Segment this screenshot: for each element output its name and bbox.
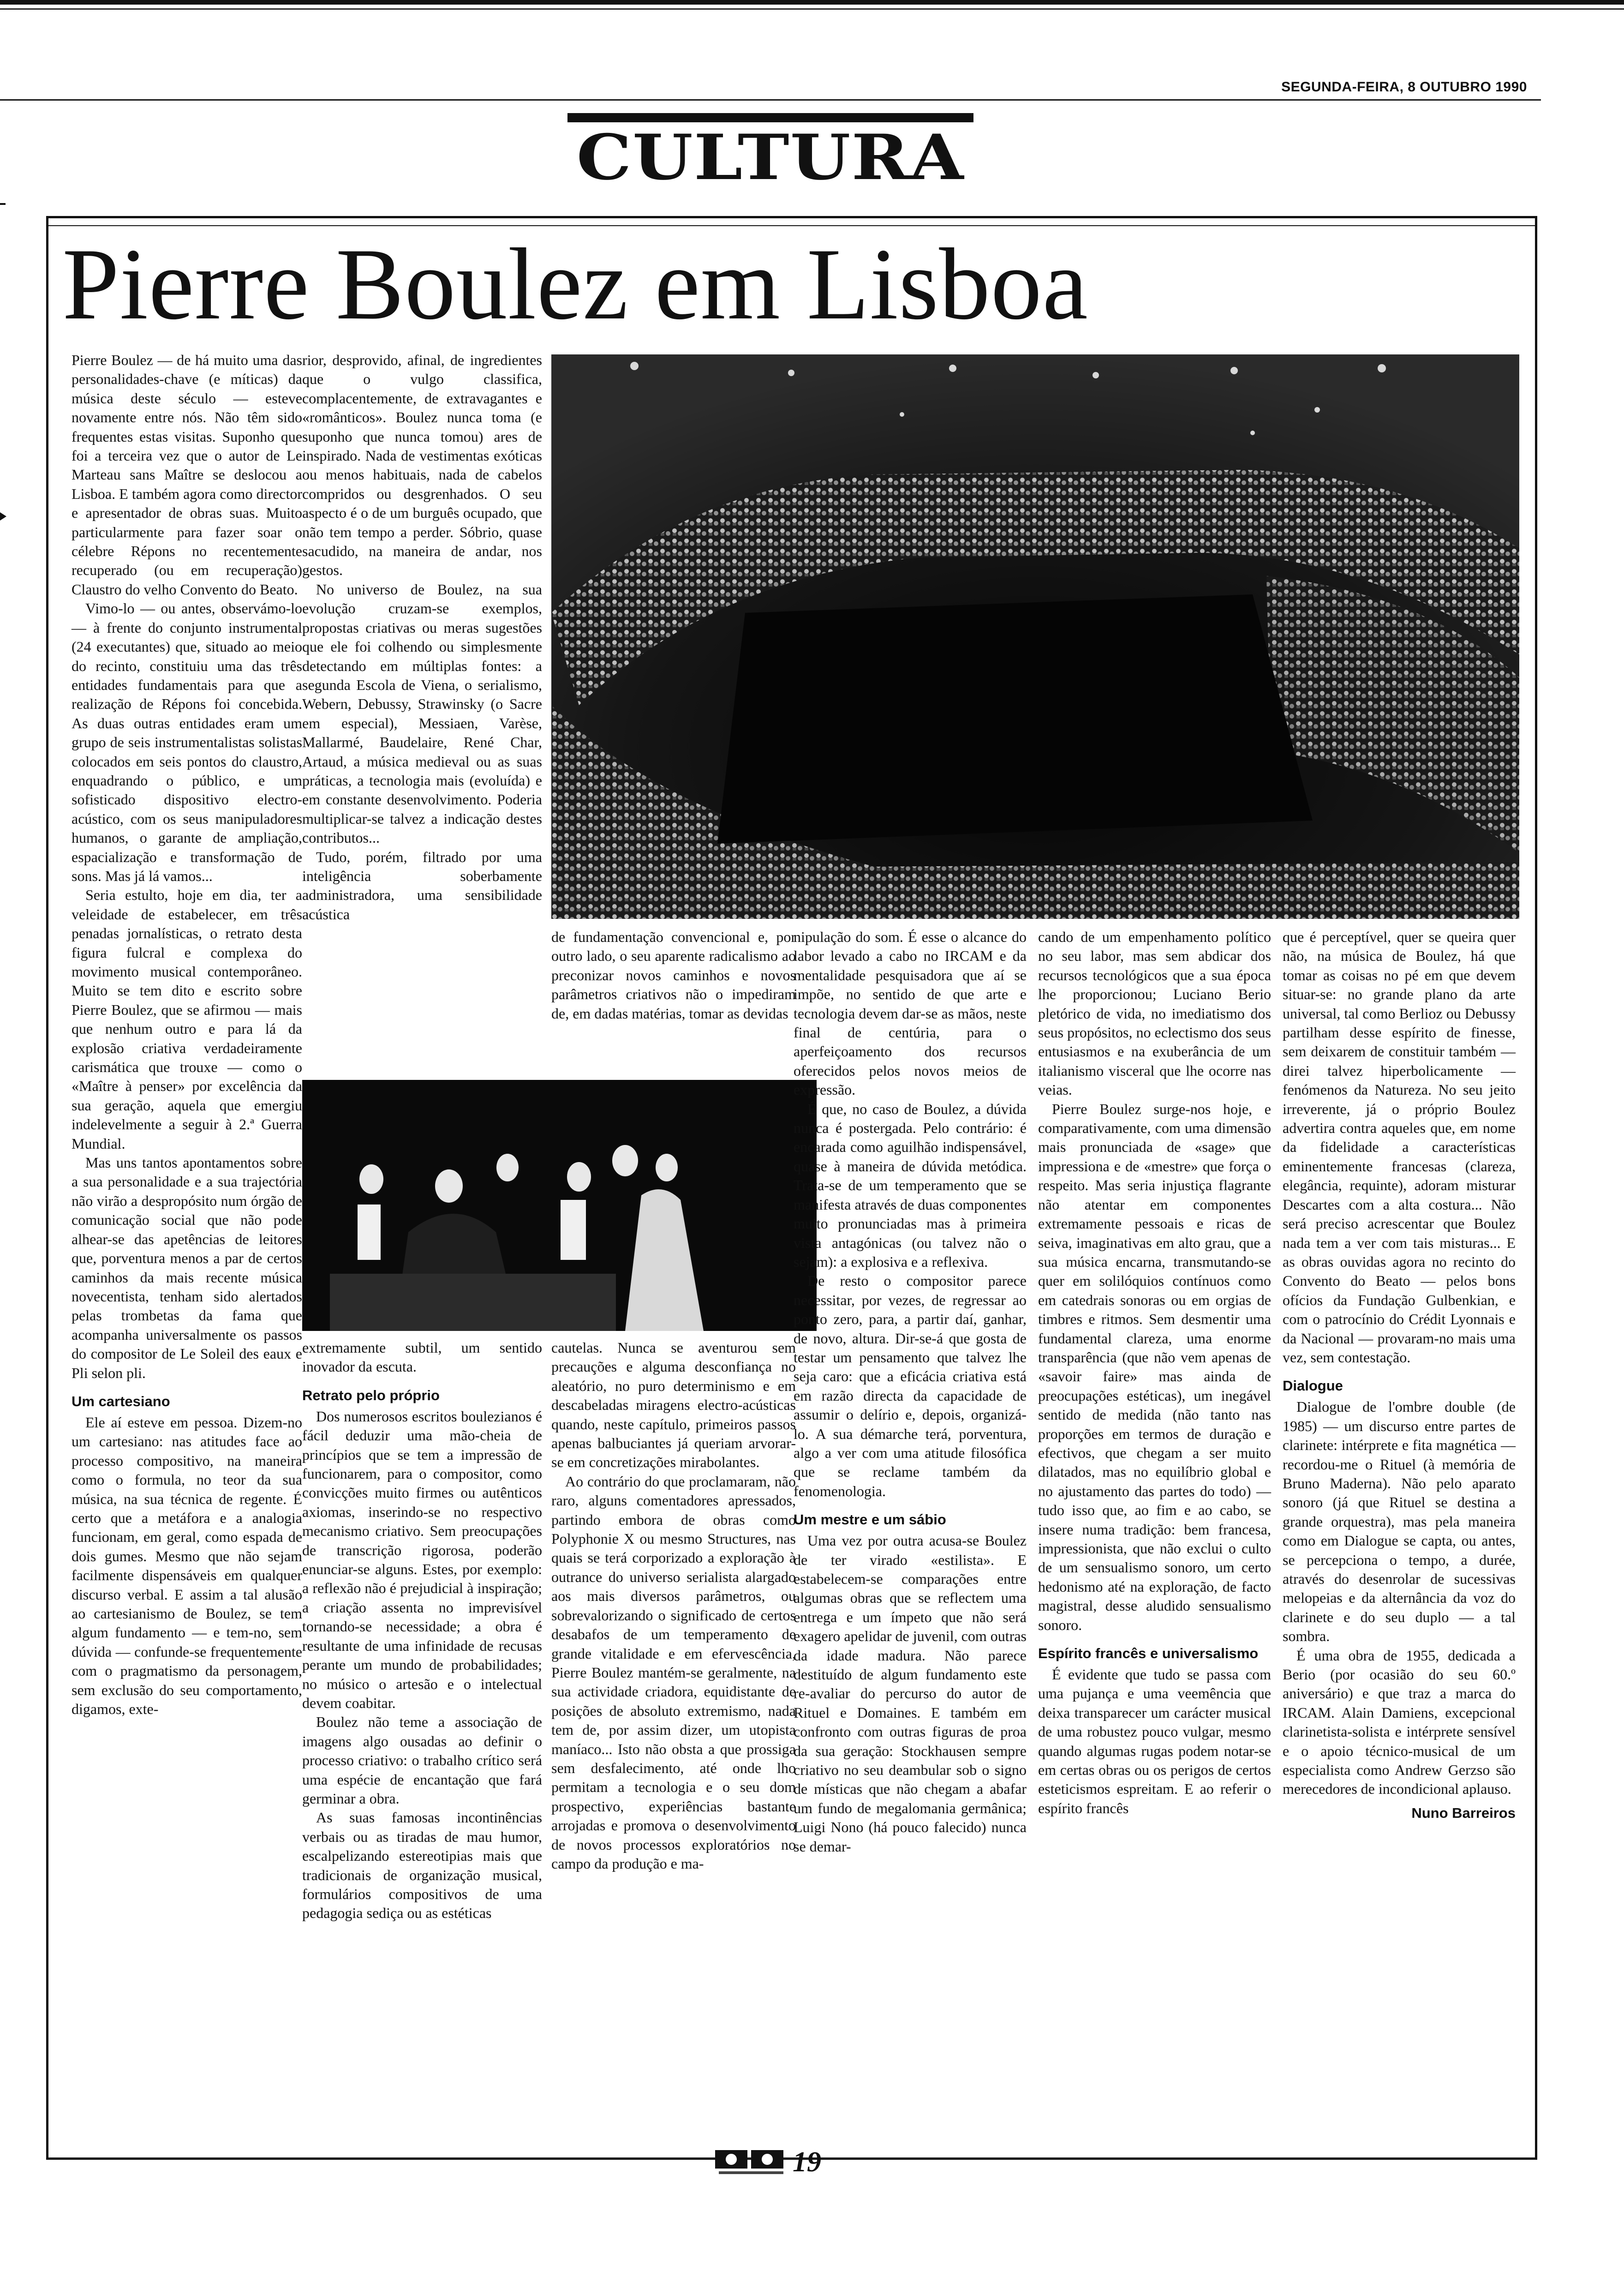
paragraph: rior, desprovido, afinal, de ingredientes que o vulgo classifica, complacentemente, de extravagantes e «românticos». Boulez nunca toma (e suponho que nunca tomou) ares de inspirado. Nada de vestimentas exóticas ou menos habituais, nada de cabelos compridos ou desgrenhados. O seu aspecto é o de um burguês ocupado, que não tem tempo a perder. Sóbrio, quase sacudido, na maneira de andar, nos gestos. bbox=[302, 352, 542, 579]
paragraph: No universo de Boulez, na sua evolução cruzam-se exemplos, propostas criativas ou meras sugestões que ele foi colhendo ou simplesmente detectando em múltiplas fontes: a segunda Escola de Viena, o serialismo, Webern, Debussy, Strawinsky (o Sacre em especial), Messiaen, Varèse, Mallarmé, Baudelaire, René Char, Artaud, a música medieval ou as suas práticas, a tecnologia mais (evoluída) e em constante desenvolvimento. Poderia multiplicar-se talvez a indicação destes contributos... bbox=[302, 581, 542, 846]
paragraph: cautelas. Nunca se aventurou sem precauções e alguma desconfiança no aleatório, no puro determinismo e em descabeladas miragens electro-acústicas quando, neste capítulo, primeiros passos apenas balbuciantes já queriam arvorar-se em concretizações mirabolantes. bbox=[551, 1339, 796, 1471]
subheading: Dialogue bbox=[1283, 1378, 1343, 1394]
concert-photo-graphic bbox=[551, 354, 1519, 919]
concert-photo bbox=[551, 354, 1519, 919]
paragraph: É evidente que tudo se passa com uma pujança e uma veemência que deixa transparecer um carácter musical de uma robustez pouco vulgar, mesmo quando algumas rugas podem notar-se em certas obras ou os perigos de certos esteticismos espreitam. E ao referir o espírito francês bbox=[1038, 1666, 1271, 1816]
paragraph: cando de um empenhamento político no seu labor, mas sem abdicar dos recursos tecnológicos que a sua época lhe proporcionou; Luciano Berio pletórico de vida, no imediatismo dos seus propósitos, no eclectismo dos seus entusiasmos e na exuberância de um italianismo visceral que lhe ocorre nas veias. bbox=[1038, 929, 1271, 1098]
column-3 bbox=[551, 928, 796, 1023]
paragraph: É que, no caso de Boulez, a dúvida nunca é postergada. Pelo contrário: é encarada como aguilhão indispensável, quase à maneira de dúvida metódica. Trata-se de um temperamento que se manifesta através de duas componentes muito pronunciadas mas à primeira vista antagónicas (ou talvez não o sejam): a explosiva e a reflexiva. bbox=[794, 1100, 1027, 1270]
paragraph: de fundamentação convencional e, por outro lado, o seu aparente radicalismo ao preconizar novos caminhos e novos parâmetros criativos não o impediram de, em dadas matérias, tomar as devidas bbox=[551, 929, 796, 1022]
section-title: CULTURA bbox=[576, 121, 965, 194]
paragraph: Uma vez por outra acusa-se Boulez de ter virado «estilista». E estabelecem-se comparações entre algumas obras que se reflectem uma entrega e um ímpeto que não será exagero apelidar de juvenil, com outras da idade madura. Não parece destituído de algum fundamento este re-avaliar do percurso do autor de Rituel e Domaines. E também em confronto com outras figuras de proa da sua geração: Stockhausen sempre criativo no seu deambular sob o signo de místicas que não chegam a abafar um fundo de megalomania germânica; Luigi Nono (há pouco falecido) nunca se demar- bbox=[794, 1532, 1027, 1855]
column-2 bbox=[302, 351, 542, 924]
paragraph: De resto o compositor parece necessitar, por vezes, de regressar ao ponto zero, para, a partir daí, ganhar, de novo, altura. Dir-se-á que gosta de testar um pensamento que talvez lhe seja caro: que a eficácia criativa está em razão directa da capacidade de assumir o delírio e, depois, organizá-lo. A sua démarche terá, porventura, algo a ver com uma atitude filosófica que se reclame também da fenomenologia. bbox=[794, 1272, 1027, 1499]
page-number: 19 bbox=[793, 2146, 821, 2178]
paragraph: Pierre Boulez — de há muito uma das personalidades-chave (e míticas) da música deste século — esteve novamente entre nós. Não têm sido frequentes estas visitas. Suponho que foi a terceira vez que o autor de Le Marteau sans Maître se deslocou a Lisboa. E também agora como director e apresentador de obras suas. Muito particularmente para fazer soar o célebre Répons no recentemente recuperado (ou em recuperação) Claustro do velho Convento do Beato. bbox=[72, 352, 302, 598]
paragraph: Seria estulto, hoje em dia, ter a veleidade de estabelecer, em três penadas jornalísticas, o retrato desta figura fulcral e complexa do movimento musical contemporâneo. Muito se tem dito e escrito sobre Pierre Boulez, que se afirmou — mais que nenhum outro e para lá da explosão criativa verdadeiramente carismática que trouxe — como o «Maître à penser» por excelência da sua geração, aquela que emergiu indelevelmente a seguir à 2.ª Guerra Mundial. bbox=[72, 887, 302, 1152]
paragraph: As suas famosas incontinências verbais ou as tiradas de mau humor, escalpelizando estereotipias mais que tradicionais de organização musical, formulários compositivos de uma pedagogia sediça ou as estéticas bbox=[302, 1809, 542, 1922]
column-5 bbox=[1038, 928, 1271, 1818]
paragraph: Dos numerosos escritos boulezianos é fácil deduzir uma mão-cheia de princípios que se tem a impressão de funcionarem, para o compositor, como convicções muito firmes ou autênticos axiomas, inserindo-se no respectivo mecanismo criativo. Sem preocupações de transcrição rigorosa, poderão enunciar-se alguns. Estes, por exemplo: a reflexão não é prejudicial à inspiração; a criação assenta no imprevisível tornando-se necessidade; a obra é resultante de uma infinidade de recusas perante um mundo de probabilidades; no músico o artesão e o intelectual devem coabitar. bbox=[302, 1408, 542, 1711]
subheading: Retrato pelo próprio bbox=[302, 1387, 440, 1403]
paragraph: Ele aí esteve em pessoa. Dizem-no um cartesiano: nas atitudes face ao processo compositivo, na maneira como o formula, no teor da sua música, na sua técnica de regente. É certo que a metáfora e a analogia funcionam, em geral, como espada de dois gumes. Mesmo que não sejam facilmente dispensáveis em qualquer discurso verbal. E assim a tal alusão ao cartesianismo de Boulez, se tem algum fundamento — e tem-no, sem dúvida — confunde-se frequentemente com o pragmatismo da personagem, sem exclusão do seu comportamento, digamos, exte- bbox=[72, 1414, 302, 1718]
issue-date: SEGUNDA-FEIRA, 8 OUTUBRO 1990 bbox=[1281, 79, 1527, 95]
paragraph: Vimo-lo — ou antes, observámo-lo — à frente do conjunto instrumental (24 executantes) que, situado ao meio do recinto, constituiu uma das três entidades fundamentais para que a realização de Répons foi concebida. As duas outras entidades eram um grupo de seis instrumentalistas solistas colocados em seis pontos do claustro, enquadrando o público, e um sofisticado dispositivo electro-acústico, com os seus manipuladores humanos, o garante de ampliação, espacialização e transformação de sons. Mas já lá vamos... bbox=[72, 600, 302, 884]
margin-mark bbox=[0, 203, 6, 205]
paragraph: Ao contrário do que proclamaram, não raro, alguns comentadores apressados, partindo embora de obras como Polyphonie X ou mesmo Structures, nas quais se terá corporizado a exploração à outrance do universo serialista alargado aos mais diversos parâmetros, ou sobrevalorizando o significado de certos desabafos de um temperamento de grande vitalidade e em efervescência, Pierre Boulez mantém-se geralmente, na sua actividade criadora, equidistante de posições de absoluto extremismo, nada tem de, por assim dizer, um utopista maníaco... Isto não obsta a que prossiga sem desfalecimento, até onde lho permitam a tecnologia e o seu dom prospectivo, experiências bastante arrojadas e promova o desenvolvimento de novos processos exploratórios no campo da produção e ma- bbox=[551, 1473, 796, 1872]
top-rule bbox=[0, 0, 1624, 5]
paragraph: extremamente subtil, um sentido inovador da escuta. bbox=[302, 1339, 542, 1375]
column-1 bbox=[72, 351, 302, 1719]
ensemble-photo-graphic bbox=[302, 1080, 817, 1331]
column-4 bbox=[794, 928, 1027, 1856]
author-byline: Nuno Barreiros bbox=[1411, 1804, 1516, 1821]
paragraph: Pierre Boulez surge-nos hoje, e comparativamente, com uma dimensão mais pronunciada de «sage» que impressiona e de «mestre» que força o respeito. Mas seria injustiça flagrante não atentar em componentes extremamente pessoais e ricas de seiva, imaginativas em alto grau, que a sua música encarna, transmutando-se quer em solilóquios contínuos como em catedrais sonoras ou em orgias de timbres e ritmos. Sem desmentir uma fundamental clareza, uma enorme transparência (que não vem apenas de «savoir faire» mas ainda de preocupações estéticas), um inegável sentido de medida (não tanto nas proporções em termos de duração e efectivos, que chegam a ser muito dilatados, mas no equilíbrio global e no ajustamento das partes do todo) — tudo isso que, ao fim e ao cabo, se insere numa tradição: bem francesa, impressionista, que não exclui o culto de um sensualismo sonoro, um certo hedonismo até na exploração, de facto magistral, desse aludido sensualismo sonoro. bbox=[1038, 1100, 1271, 1633]
paragraph: que é perceptível, quer se queira quer não, na música de Boulez, há que tomar as coisas no pé em que devem situar-se: no grande plano da arte universal, tal como Berlioz ou Debussy partilham desse espírito de finesse, sem deixarem de constituir também — direi talvez hiperbolicamente — fenómenos da Natureza. No seu jeito irreverente, já o próprio Boulez advertira contra aqueles que, em nome da fidelidade a características eminentemente francesas (clareza, elegância, requinte), adoram misturar Descartes com a alta costura... Não será preciso acrescentar que Boulez nada tem a ver com tais misturas... E as obras ouvidas agora no recinto do Convento do Beato — pelos bons ofícios da Fundação Gulbenkian, e com o patrocínio do Crédit Lyonnais e da Nacional — provaram-no mais uma vez, sem contestação. bbox=[1283, 929, 1516, 1366]
subheading: Espírito francês e universalismo bbox=[1038, 1645, 1259, 1662]
margin-arrow-icon bbox=[0, 512, 6, 521]
paragraph: Boulez não teme a associação de imagens algo ousadas ao definir o processo criativo: o trabalho crítico será uma espécie de encantação que fará germinar a obra. bbox=[302, 1714, 542, 1807]
newspaper-logo-icon bbox=[714, 2148, 788, 2176]
ensemble-photo bbox=[302, 1080, 817, 1331]
column-6 bbox=[1283, 928, 1516, 1822]
date-rule bbox=[0, 99, 1541, 101]
article-frame-rule bbox=[46, 225, 1537, 226]
column-2-continued bbox=[302, 1338, 542, 1923]
headline: Pierre Boulez em Lisboa bbox=[62, 228, 1088, 341]
subheading: Um cartesiano bbox=[72, 1393, 170, 1409]
column-3-continued bbox=[551, 1338, 796, 1873]
paragraph: Tudo, porém, filtrado por uma inteligência soberbamente administradora, uma sensibilidade acústica bbox=[302, 848, 542, 923]
paragraph: Dialogue de l'ombre double (de 1985) — um discurso entre partes de clarinete: intérprete e fita magnética — recordou-me o Rituel (à memória de Bruno Maderna). Não pelo aparato sonoro (já que Rituel se destina a grande orquestra), mas pela maneira como em Dialogue se capta, ou antes, se percepciona o tempo, a durée, através do desenrolar de sucessivas melopeias e da alternância da voz do clarinete e do seu duplo — a tal sombra. bbox=[1283, 1398, 1516, 1645]
subheading: Um mestre e um sábio bbox=[794, 1511, 946, 1528]
paragraph: Mas uns tantos apontamentos sobre a sua personalidade e a sua trajectória não virão a despropósito num órgão de comunicação social que não pode alhear-se das apetências de leitores que, porventura menos a par de certos caminhos da mais recente música novecentista, tenham sido alertados pelas trombetas da fama que acompanha universalmente os passos do compositor de Le Soleil des eaux e Pli selon pli. bbox=[72, 1154, 302, 1381]
paragraph: É uma obra de 1955, dedicada a Berio (por ocasião do seu 60.º aniversário) e que traz a marca do IRCAM. Alain Damiens, excepcional clarinetista-solista e intérprete sensível e o apoio técnico-musical de um especialista como Andrew Gerzso são merecedores de incondicional aplauso. bbox=[1283, 1647, 1516, 1798]
top-rule-thin bbox=[0, 8, 1624, 10]
paragraph: nipulação do som. É esse o alcance do labor levado a cabo no IRCAM e da mentalidade pesquisadora que aí se impõe, no sentido de que arte e tecnologia devem dar-se as mãos, neste final de centúria, para o aperfeiçoamento dos recursos oferecidos pelos novos meios de expressão. bbox=[794, 929, 1027, 1098]
